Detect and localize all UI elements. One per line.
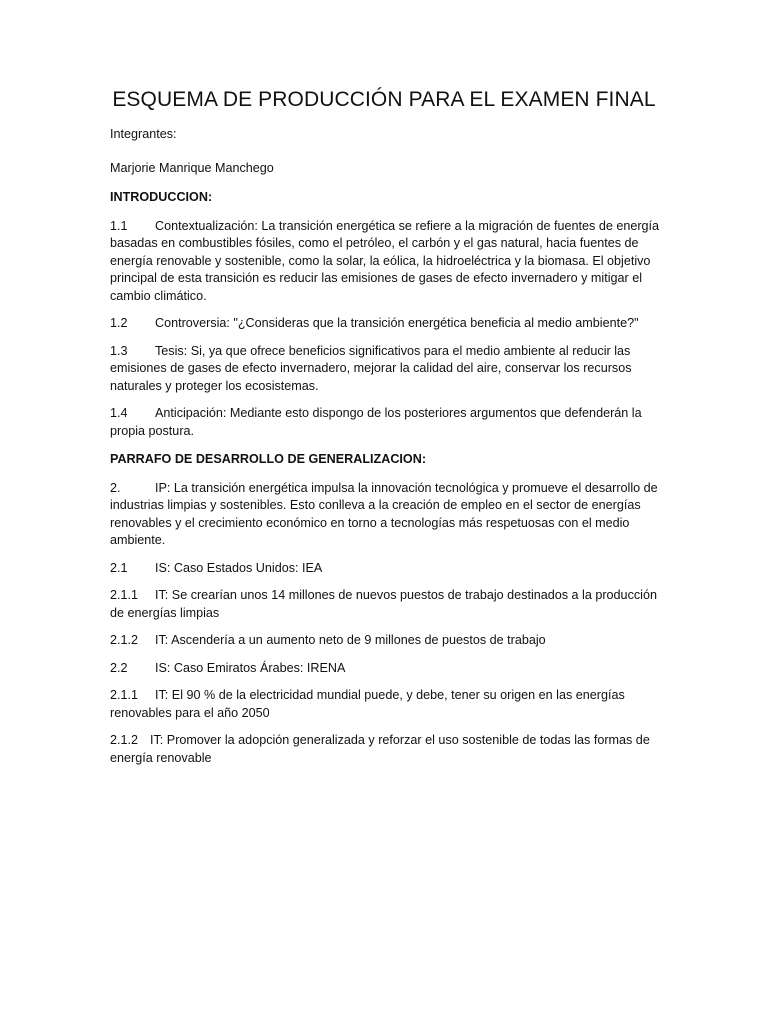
section-text: Tesis: Si, ya que ofrece beneficios significativos para el medio ambiente al reducir las emisiones de gases de efecto invernadero, mejorar la calidad del aire, conservar los recursos naturales y proteger los ecosistemas.: [110, 343, 632, 393]
dev-item-2-1-1: [110, 587, 660, 622]
item-number: 2.1.2: [110, 633, 139, 647]
section-number: 1.2: [110, 316, 128, 330]
item-number: 2.1.1: [110, 688, 139, 702]
item-number: 2.2: [110, 660, 128, 675]
document-title: ESQUEMA DE PRODUCCIÓN PARA EL EXAMEN FINAL: [112, 88, 656, 111]
section-1-2: [110, 315, 660, 333]
section-text: Anticipación: Mediante esto dispongo de los posteriores argumentos que defenderán la propia postura.: [110, 406, 642, 438]
section-number: 1.3: [110, 343, 128, 358]
member-name: Marjorie Manrique Manchego: [110, 160, 274, 175]
dev-item-2-1: [110, 560, 660, 578]
section-1-3: [110, 343, 660, 396]
section-1-4: [110, 405, 660, 440]
intro-heading: INTRODUCCION:: [110, 190, 213, 204]
document-body: [110, 126, 660, 767]
dev-item-2-2-2: [110, 732, 660, 767]
item-text: IT: Ascendería a un aumento neto de 9 millones de puestos de trabajo: [155, 633, 546, 647]
dev-item-2-2-1: [110, 687, 660, 722]
section-text: Contextualización: La transición energética se refiere a la migración de fuentes de energía basadas en combustibles fósiles, como el petróleo, el carbón y el gas natural, hacia fuentes de energía renovable y sostenible, como la solar, la eólica, la hidroeléctrica y la biomasa. El objetivo principal de esta transición es reducir las emisiones de gases de efecto invernadero y mitigar el cambio climático.: [110, 218, 660, 303]
section-1-1: [110, 218, 660, 306]
section-number: 1.4: [110, 406, 128, 420]
item-text: IP: La transición energética impulsa la innovación tecnológica y promueve el desarrollo de industrias limpias y sostenibles. Esto conlleva a la creación de empleo en el sector de energías renovables y el crecimiento económico en torno a tecnologías más respetuosas con el medio ambiente.: [110, 480, 658, 547]
item-number: 2.1.2: [110, 733, 139, 747]
section-text: Controversia: "¿Consideras que la transición energética beneficia al medio ambiente?": [155, 316, 639, 330]
item-text: IS: Caso Emiratos Árabes: IRENA: [155, 660, 346, 675]
item-number: 2.: [110, 480, 121, 495]
item-text: IT: Promover la adopción generalizada y reforzar el uso sostenible de todas las formas de energía renovable: [110, 733, 650, 765]
dev-item-2-1-2: [110, 632, 660, 650]
section-number: 1.1: [110, 218, 128, 233]
dev-item-2: [110, 480, 660, 550]
development-heading: PARRAFO DE DESARROLLO DE GENERALIZACION:: [110, 452, 427, 466]
item-text: IS: Caso Estados Unidos: IEA: [155, 560, 323, 575]
item-text: IT: El 90 % de la electricidad mundial puede, y debe, tener su origen en las energías renovables para el año 2050: [110, 688, 625, 720]
item-number: 2.1: [110, 560, 128, 575]
dev-item-2-2: [110, 660, 660, 678]
item-text: IT: Se crearían unos 14 millones de nuevos puestos de trabajo destinados a la producción de energías limpias: [110, 588, 657, 620]
members-label: Integrantes:: [110, 127, 177, 141]
item-number: 2.1.1: [110, 588, 139, 602]
